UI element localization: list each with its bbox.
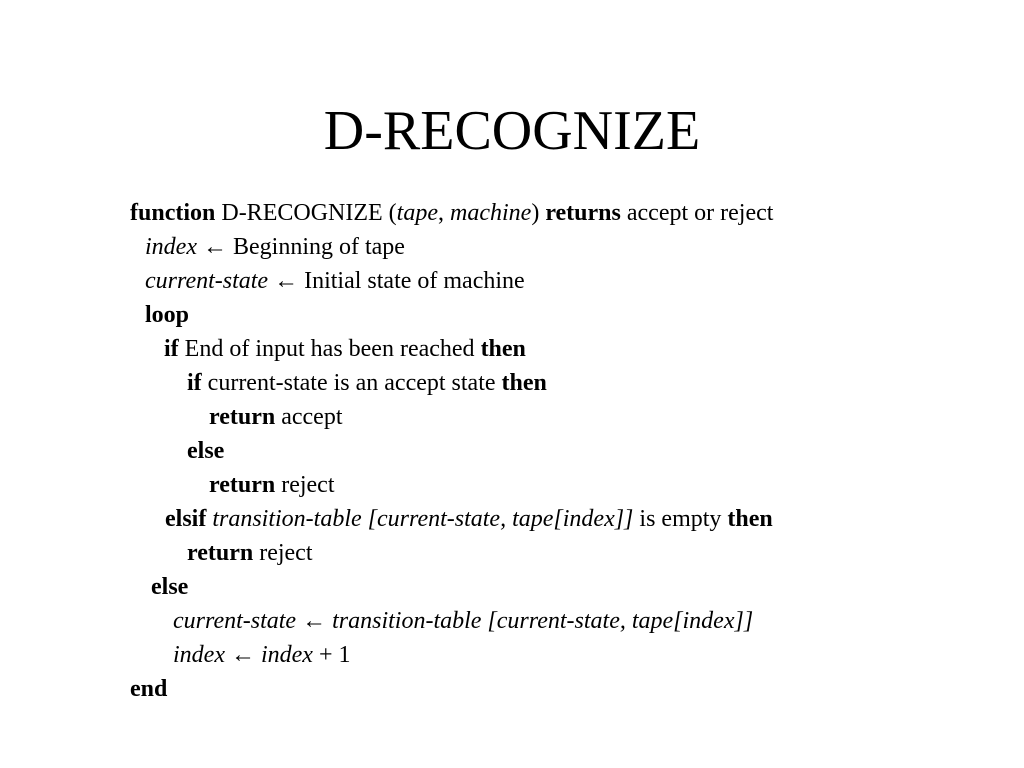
code-keyword: if [164, 336, 179, 362]
code-text: is empty [633, 506, 728, 532]
code-line [209, 400, 343, 434]
left-arrow-icon: ← [274, 268, 299, 294]
code-line [209, 468, 335, 502]
code-text: accept [275, 404, 343, 430]
code-text: End of input has been reached [178, 336, 481, 362]
slide-title: D-RECOGNIZE [323, 100, 701, 162]
code-line [151, 570, 188, 604]
code-keyword: loop [145, 302, 190, 328]
code-line [165, 502, 773, 536]
code-line [164, 332, 526, 366]
code-text: + 1 [312, 642, 351, 668]
code-keyword: then [727, 506, 773, 532]
code-keyword: return [209, 404, 276, 430]
code-line [145, 230, 405, 264]
code-keyword: end [130, 676, 168, 702]
code-keyword: else [151, 574, 189, 600]
code-text: reject [275, 472, 335, 498]
code-identifier: machine [450, 200, 532, 226]
code-line [145, 264, 525, 298]
code-keyword: elsif [165, 506, 207, 532]
code-line [130, 672, 167, 706]
code-text: Beginning of tape [226, 234, 405, 260]
left-arrow-icon: ← [230, 642, 255, 668]
left-arrow-icon: ← [202, 234, 227, 260]
code-line [187, 536, 313, 570]
code-keyword: return [209, 472, 276, 498]
code-text: Initial state of machine [298, 268, 525, 294]
code-keyword: return [187, 540, 254, 566]
code-keyword: if [187, 370, 202, 396]
code-identifier: index [145, 234, 197, 260]
code-keyword: returns [545, 200, 621, 226]
code-keyword: then [480, 336, 526, 362]
code-keyword: function [130, 200, 216, 226]
code-identifier: current-state [145, 268, 269, 294]
left-arrow-icon: ← [302, 608, 327, 634]
code-line [145, 298, 189, 332]
code-line [173, 604, 753, 638]
code-line [173, 638, 351, 672]
code-text: ) [531, 200, 546, 226]
code-text: current-state is an accept state [201, 370, 502, 396]
code-identifier: index [260, 642, 313, 668]
code-identifier: transition-table [current-state, tape[index]] [212, 506, 634, 532]
code-text: accept or reject [620, 200, 774, 226]
code-text: , [438, 200, 450, 226]
code-identifier: tape [396, 200, 438, 226]
code-text: reject [253, 540, 313, 566]
code-line [187, 434, 224, 468]
code-keyword: else [187, 438, 225, 464]
code-identifier: transition-table [current-state, tape[index]] [332, 608, 754, 634]
code-line [187, 366, 547, 400]
code-text: D-RECOGNIZE ( [215, 200, 397, 226]
code-identifier: index [173, 642, 225, 668]
code-keyword: then [501, 370, 547, 396]
code-line [130, 196, 773, 230]
code-identifier: current-state [173, 608, 297, 634]
